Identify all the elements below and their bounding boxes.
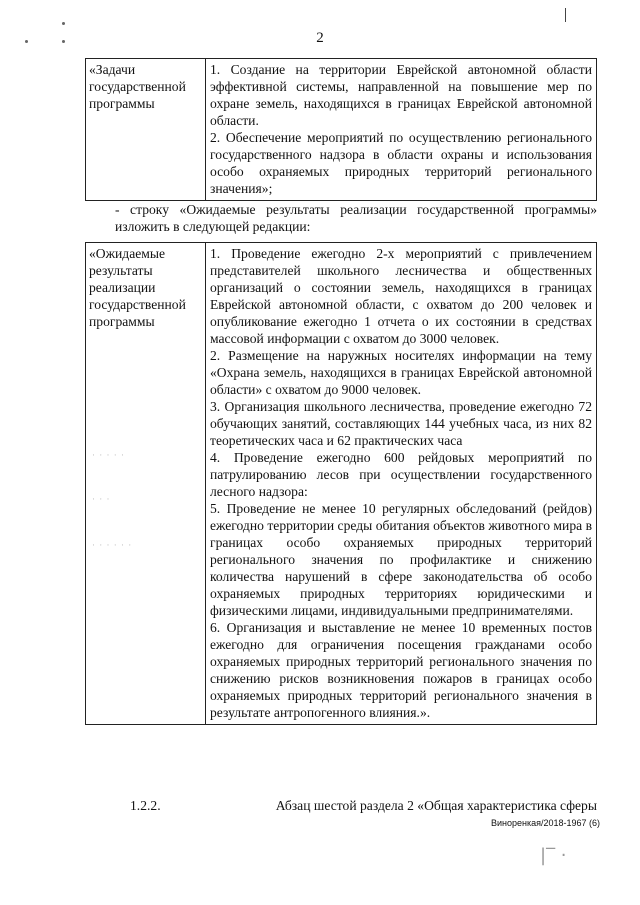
tasks-content bbox=[206, 59, 597, 201]
instruction-paragraph: - строку «Ожидаемые результаты реализации государственной программы» изложить в следующей редакции: bbox=[115, 202, 597, 234]
table-row bbox=[86, 243, 597, 725]
results-label: «Ожидаемые результаты реализации государственной программы bbox=[86, 243, 206, 725]
table-row bbox=[86, 59, 597, 201]
results-table bbox=[85, 242, 597, 725]
results-item: 5. Проведение не менее 10 регулярных обследований (рейдов) ежегодно территории среды обитания объектов животного мира в границах особо охраняемых природных территорий регионального значения по профилактике и снижению количества нарушений в сфере законодательства об особо охраняемых природных территориях юридическими и физическими лицами, индивидуальными предпринимателями. bbox=[210, 501, 592, 618]
bleed-through-mark: · · · · · bbox=[92, 450, 125, 460]
results-item: 1. Проведение ежегодно 2-х мероприятий с привлечением представителей школьного лесничества и общественных организаций о состоянии земель, находящихся в границах Еврейской автономной области, с охватом до 200 человек и опубликование ежегодно 1 отчета о их состоянии в средствах массовой информации с охватом до 3000 человек. bbox=[210, 246, 592, 346]
results-item: 6. Организация и выставление не менее 10 временных постов ежегодно для ограничения посещения гражданами особо охраняемых природных территорий регионального значения по снижению рисков возникновения пожаров в границах особо охраняемых природных территорий регионального значения в результате антропогенного влияния.». bbox=[210, 620, 592, 720]
results-content bbox=[206, 243, 597, 725]
results-item: 2. Размещение на наружных носителях информации на тему «Охрана земель, находящихся в границах Еврейской автономной области» с охватом до 9000 человек. bbox=[210, 348, 592, 397]
results-item: 4. Проведение ежегодно 600 рейдовых мероприятий по патрулированию лесов при осуществлении государственного лесного надзора: bbox=[210, 450, 592, 499]
tasks-item: 2. Обеспечение мероприятий по осуществлению регионального государственного надзора в области охраны и использования особо охраняемых природных территорий регионального значения»; bbox=[210, 130, 592, 196]
tasks-item: 1. Создание на территории Еврейской автономной области эффективной системы, направленной на повышение мер по охране земель, находящихся в границах Еврейской автономной области. bbox=[210, 62, 592, 128]
tasks-label: «Задачи государственной программы bbox=[86, 59, 206, 201]
tasks-table bbox=[85, 58, 597, 201]
bleed-through-mark: · · · bbox=[92, 494, 111, 504]
scan-edge-mark bbox=[565, 8, 566, 22]
clause-number: 1.2.2. bbox=[130, 798, 161, 813]
clause-text: Абзац шестой раздела 2 «Общая характеристика сферы bbox=[275, 798, 597, 813]
page-number: 2 bbox=[316, 30, 324, 46]
scan-stamp-mark: |‾ · bbox=[540, 845, 567, 866]
bleed-through-mark: · · · · · · bbox=[92, 540, 133, 550]
section-paragraph bbox=[130, 797, 597, 814]
document-code: Виноренкая/2018-1967 (6) bbox=[490, 818, 600, 828]
results-item: 3. Организация школьного лесничества, проведение ежегодно 72 обучающих занятий, составляющих 144 учебных часа, из них 82 теоретических часа и 62 практических часа bbox=[210, 399, 592, 448]
scan-dot bbox=[62, 22, 65, 25]
